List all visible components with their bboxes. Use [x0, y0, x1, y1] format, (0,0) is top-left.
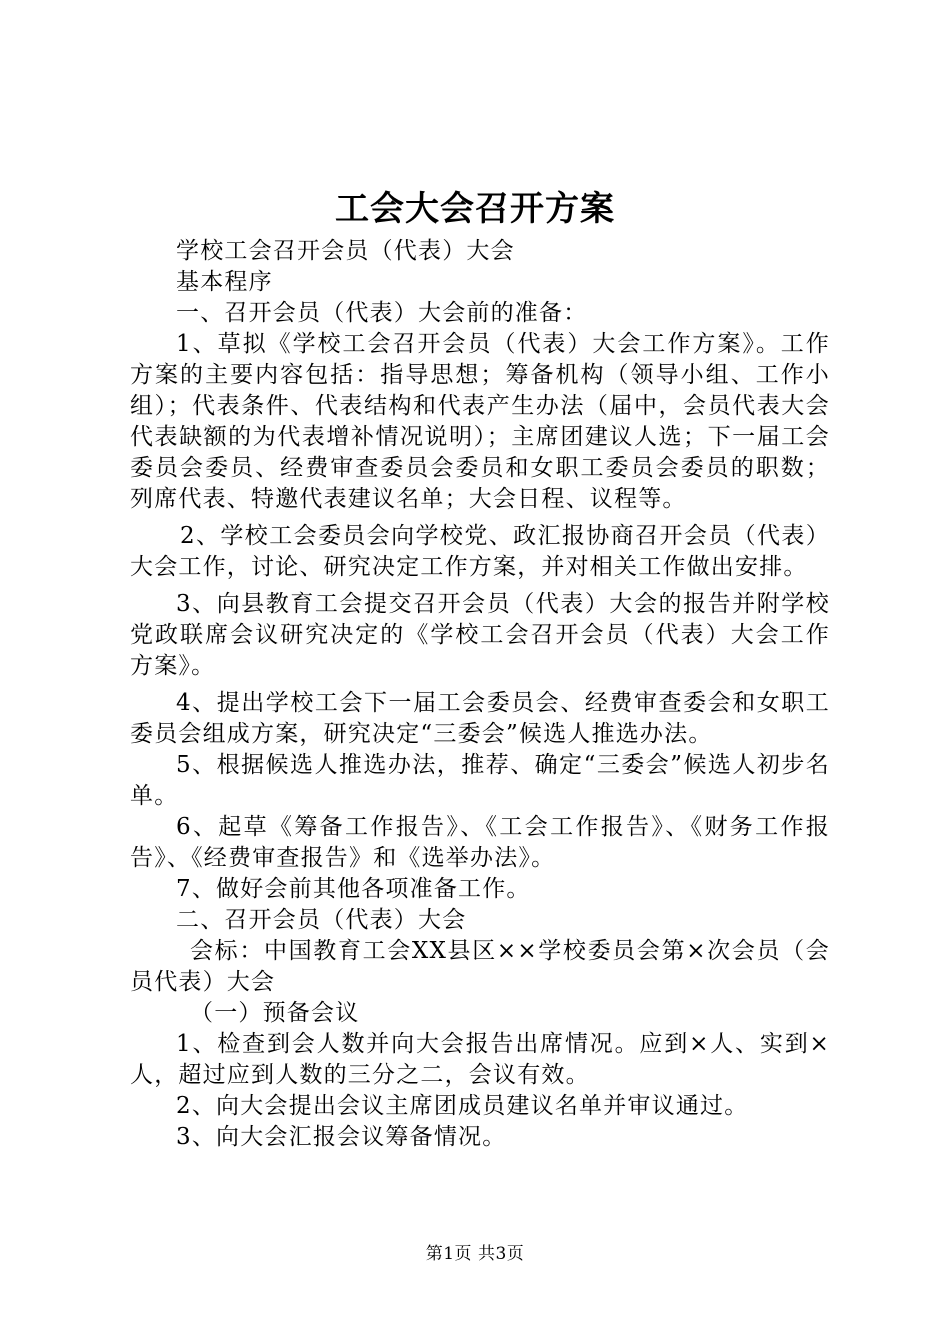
paragraph-prep-item-1: 1、检查到会人数并向大会报告出席情况。应到×人、实到×人，超过应到人数的三分之二，会议有效。: [130, 1031, 830, 1088]
document-body: [130, 236, 830, 1153]
document-title: 工会大会召开方案: [335, 189, 615, 229]
paragraph-subtitle: 学校工会召开会员（代表）大会: [176, 238, 515, 264]
page-footer: 第1页 共3页: [425, 1244, 525, 1264]
paragraph-prep-item-2: 2、向大会提出会议主席团成员建议名单并审议通过。: [176, 1093, 749, 1119]
paragraph-item-7: 7、做好会前其他各项准备工作。: [176, 876, 531, 902]
subsection-heading-1: （一）预备会议: [190, 1000, 360, 1026]
paragraph-item-3: 3、向县教育工会提交召开会员（代表）大会的报告并附学校党政联席会议研究决定的《学校工会召开会员（代表）大会工作方案》。: [130, 591, 830, 679]
paragraph-banner: 会标：中国教育工会XX县区××学校委员会第×次会员（会员代表）大会: [130, 938, 830, 995]
section-heading-2: 二、召开会员（代表）大会: [176, 907, 467, 933]
section-heading-1: 一、召开会员（代表）大会前的准备：: [176, 300, 588, 326]
paragraph-item-4: 4、提出学校工会下一届工会委员会、经费审查委会和女职工委员会组成方案，研究决定“三委会”候选人推选办法。: [130, 690, 830, 747]
paragraph-item-2: 2、学校工会委员会向学校党、政汇报协商召开会员（代表）大会工作，讨论、研究决定工作方案，并对相关工作做出安排。: [130, 523, 830, 580]
paragraph-basic-procedure: 基本程序: [176, 269, 273, 295]
paragraph-item-6: 6、起草《筹备工作报告》、《工会工作报告》、《财务工作报告》、《经费审查报告》和《选举办法》。: [130, 814, 830, 871]
paragraph-prep-item-3: 3、向大会汇报会议筹备情况。: [176, 1124, 507, 1150]
paragraph-item-5: 5、根据候选人推选办法，推荐、确定“三委会”候选人初步名单。: [130, 752, 830, 809]
paragraph-item-1: 1、草拟《学校工会召开会员（代表）大会工作方案》。工作方案的主要内容包括：指导思想；筹备机构（领导小组、工作小组）；代表条件、代表结构和代表产生办法（届中，会员代表大会代表缺额的为代表增补情况说明）；主席团建议人选；下一届工会委员会委员、经费审查委员会委员和女职工委员会委员的职数；列席代表、特邀代表建议名单；大会日程、议程等。: [130, 331, 830, 512]
